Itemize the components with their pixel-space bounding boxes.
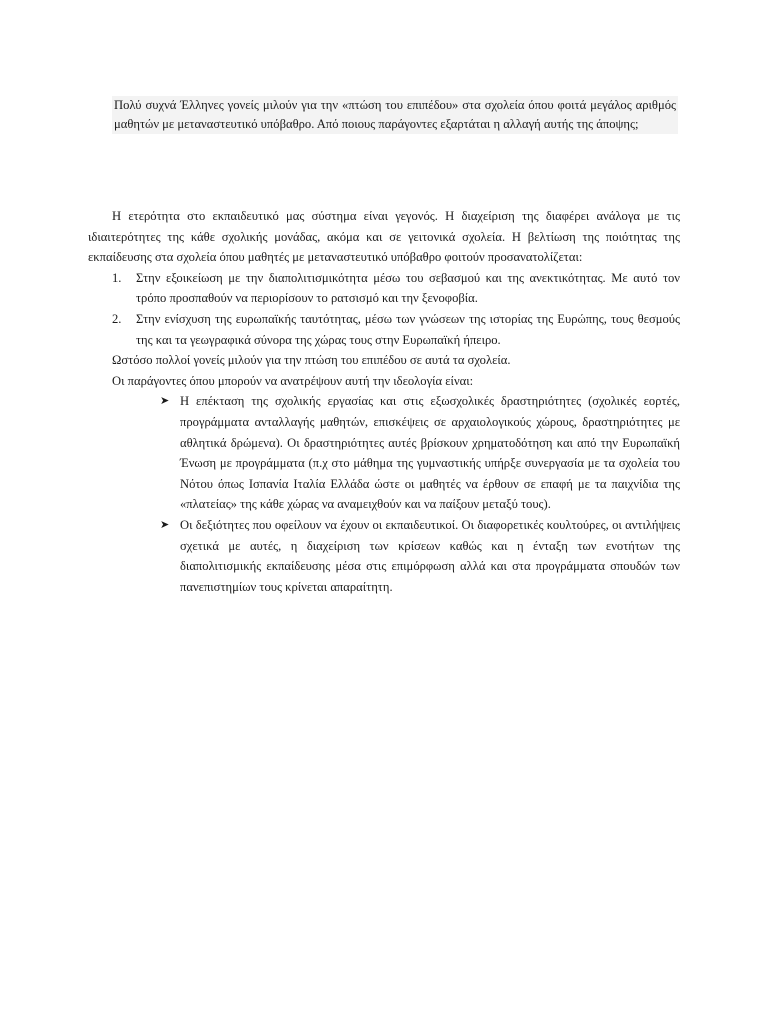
bullet-item-text: Οι δεξιότητες που οφείλουν να έχουν οι εκπαιδευτικοί. Οι διαφορετικές κουλτούρες, οι αντιλήψεις σχετικά με αυτές, η διαχείριση των κρίσεων καθώς και η ένταξη των ενοτήτων της διαπολιτισμικής εκπαίδευσης μέσα στις επιμόρφωση αλλά και στα προγράμματα σπουδών των πανεπιστημίων τους κρίνεται απαραίτητη. — [180, 517, 680, 594]
list-item-text: Στην ενίσχυση της ευρωπαϊκής ταυτότητας, μέσω των γνώσεων της ιστορίας της Ευρώπης, τους θεσμούς της και τα γεωγραφικά σύνορα της χώρας τους στην Ευρωπαϊκή ήπειρο. — [136, 311, 680, 347]
list-number: 2. — [112, 311, 122, 326]
question-text: Πολύ συχνά Έλληνες γονείς μιλούν για την «πτώση του επιπέδου» στα σχολεία όπου φοιτά μεγάλος αριθμός μαθητών με μεταναστευτικό υπόβαθρο. Από ποιους παράγοντες εξαρτάται η αλλαγή αυτής της άποψης; — [114, 98, 676, 131]
parents-line: Ωστόσο πολλοί γονείς μιλούν για την πτώση του επιπέδου σε αυτά τα σχολεία. — [112, 353, 511, 368]
bullet-item-text: Η επέκταση της σχολικής εργασίας και στις εξωσχολικές δραστηριότητες (σχολικές εορτές, προγράμματα ανταλλαγής μαθητών, επισκέψεις σε αρχαιολογικούς χώρους, δραστηριότητες με αθλητικά δρώμενα). Οι δραστηριότητες αυτές βρίσκουν χρηματοδότηση και από την Ευρωπαϊκή Ένωση με προγράμματα (π.χ στο μάθημα της γυμναστικής υπήρξε συνεργασία με τα σχολεία του Νότου όπως Ισπανία Ιταλία Ελλάδα ώστε οι μαθητές να έρθουν σε επαφή με τα παιχνίδια της «πλατείας» της κάθε χώρας να αναμειχθούν και να παίξουν μεταξύ τους). — [180, 394, 680, 512]
numbered-item-1 — [88, 268, 680, 309]
numbered-item-2 — [88, 309, 680, 350]
bullet-list — [88, 391, 680, 597]
numbered-list — [88, 268, 680, 350]
list-number: 1. — [112, 270, 122, 285]
arrow-bullet-icon: ➤ — [160, 395, 170, 408]
essay-body — [88, 206, 680, 597]
list-item-text: Στην εξοικείωση με την διαπολιτισμικότητα μέσω του σεβασμού και της ανεκτικότητας. Με αυτό τον τρόπο προσπαθούν να περιορίσουν το ρατσισμό και την ξενοφοβία. — [136, 270, 680, 306]
bullet-item-1 — [88, 391, 680, 515]
intro-paragraph: Η ετερότητα στο εκπαιδευτικό μας σύστημα είναι γεγονός. Η διαχείριση της διαφέρει ανάλογα με τις ιδιαιτερότητες της κάθε σχολικής μονάδας, ακόμα και σε γειτονικά σχολεία. Η βελτίωση της ποιότητας της εκπαίδευσης στα σχολεία όπου μαθητές με μεταναστευτικό υπόβαθρο φοιτούν προσανατολίζεται: — [88, 209, 680, 265]
question-highlight — [112, 96, 678, 134]
factors-line: Οι παράγοντες όπου μπορούν να ανατρέψουν αυτή την ιδεολογία είναι: — [112, 373, 474, 388]
bullet-item-2 — [88, 515, 680, 597]
arrow-bullet-icon: ➤ — [160, 518, 170, 531]
